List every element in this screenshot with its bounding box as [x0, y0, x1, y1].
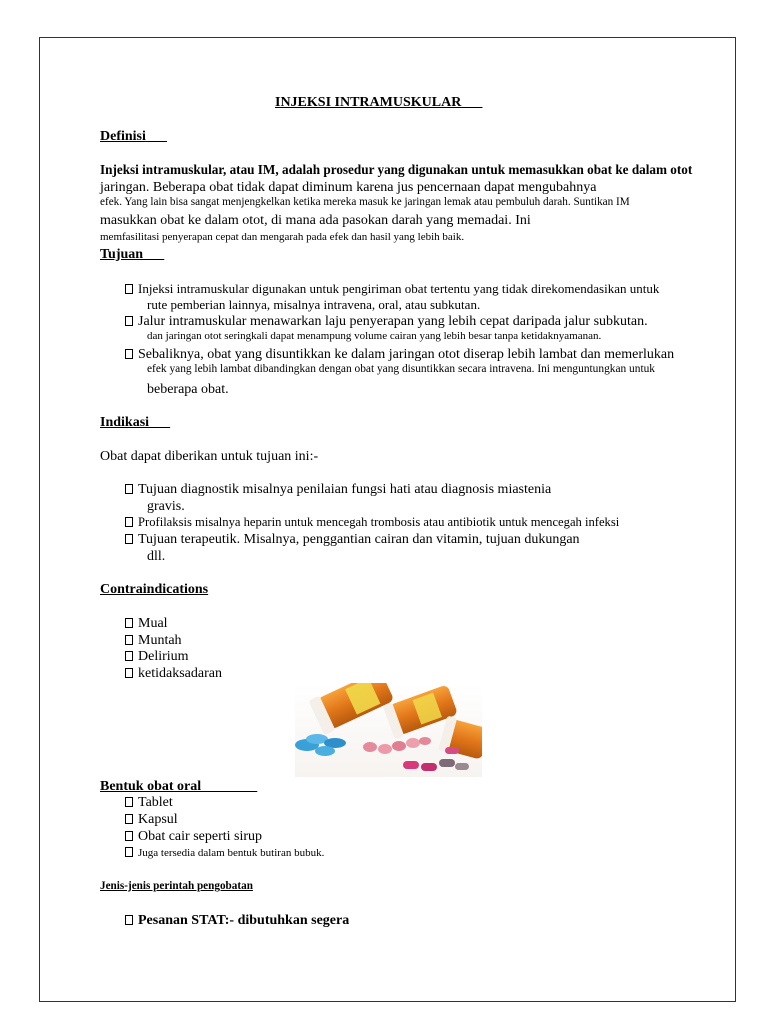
bentuk-item-1: Tablet	[125, 796, 173, 810]
definisi-line-3: efek. Yang lain bisa sangat menjengkelkan ketika mereka masuk ke jaringan lemak atau pembuluh darah. Suntikan IM	[100, 196, 630, 208]
indikasi-item-3-cont: dll.	[147, 549, 166, 564]
tujuan-item-3-cont: efek yang lebih lambat dibandingkan dengan obat yang disuntikkan secara intravena. Ini menguntungkan untuk	[147, 363, 656, 375]
medicine-pills-photo	[295, 683, 482, 777]
bullet-icon	[125, 668, 133, 678]
tujuan-item-2-cont: dan jaringan otot seringkali dapat menampung volume cairan yang lebih besar tanpa ketidaknyamanan.	[147, 330, 602, 342]
contra-item-4: ketidaksadaran	[125, 667, 222, 681]
definisi-line-1: Injeksi intramuskular, atau IM, adalah prosedur yang digunakan untuk memasukkan obat ke dalam otot	[100, 162, 693, 177]
contra-item-1: Mual	[125, 617, 168, 631]
bullet-icon	[125, 349, 133, 359]
tujuan-item-1-cont: rute pemberian lainnya, misalnya intravena, oral, atau subkutan.	[147, 297, 481, 312]
bullet-icon	[125, 847, 133, 857]
bullet-icon	[125, 316, 133, 326]
tujuan-item-3: Sebaliknya, obat yang disuntikkan ke dalam jaringan otot diserap lebih lambat dan memerlukan	[125, 348, 674, 362]
pill-bottles-icon	[295, 683, 482, 777]
document-title: INJEKSI INTRAMUSKULAR___	[275, 95, 483, 110]
contra-item-2: Muntah	[125, 634, 182, 648]
bentuk-item-3: Obat cair seperti sirup	[125, 830, 262, 844]
jenis-heading: Jenis-jenis perintah pengobatan	[100, 880, 253, 892]
bullet-icon	[125, 635, 133, 645]
bullet-icon	[125, 915, 133, 925]
bullet-icon	[125, 797, 133, 807]
tujuan-heading: Tujuan___	[100, 247, 165, 262]
bullet-icon	[125, 284, 133, 294]
bullet-icon	[125, 651, 133, 661]
bullet-icon	[125, 831, 133, 841]
bullet-icon	[125, 618, 133, 628]
indikasi-item-1-cont: gravis.	[147, 499, 185, 514]
bentuk-item-2: Kapsul	[125, 813, 178, 827]
bullet-icon	[125, 484, 133, 494]
bullet-icon	[125, 534, 133, 544]
bentuk-heading: Bentuk obat oral________	[100, 779, 258, 794]
definisi-line-5: memfasilitasi penyerapan cepat dan mengarah pada efek dan hasil yang lebih baik.	[100, 231, 465, 243]
bullet-icon	[125, 517, 133, 527]
definisi-line-4: masukkan obat ke dalam otot, di mana ada pasokan darah yang memadai. Ini	[100, 213, 531, 228]
indikasi-intro: Obat dapat diberikan untuk tujuan ini:-	[100, 449, 319, 464]
indikasi-heading: Indikasi___	[100, 415, 171, 430]
contra-item-3: Delirium	[125, 650, 189, 664]
indikasi-item-3: Tujuan terapeutik. Misalnya, penggantian cairan dan vitamin, tujuan dukungan	[125, 533, 580, 547]
tujuan-item-1: Injeksi intramuskular digunakan untuk pengiriman obat tertentu yang tidak direkomendasikan untuk	[125, 282, 659, 295]
bentuk-item-4: Juga tersedia dalam bentuk butiran bubuk.	[125, 847, 324, 859]
definisi-line-2: jaringan. Beberapa obat tidak dapat diminum karena jus pencernaan dapat mengubahnya	[100, 180, 597, 195]
indikasi-item-2: Profilaksis misalnya heparin untuk mencegah trombosis atau antibiotik untuk mencegah infeksi	[125, 516, 619, 529]
jenis-item-1: Pesanan STAT:- dibutuhkan segera	[125, 914, 349, 928]
contra-heading: Contraindications	[100, 582, 209, 597]
indikasi-item-1: Tujuan diagnostik misalnya penilaian fungsi hati atau diagnosis miastenia	[125, 483, 551, 497]
bullet-icon	[125, 814, 133, 824]
tujuan-item-2: Jalur intramuskular menawarkan laju penyerapan yang lebih cepat daripada jalur subkutan.	[125, 315, 648, 329]
definisi-heading: Definisi___	[100, 129, 167, 144]
tujuan-item-3-cont2: beberapa obat.	[147, 382, 229, 397]
